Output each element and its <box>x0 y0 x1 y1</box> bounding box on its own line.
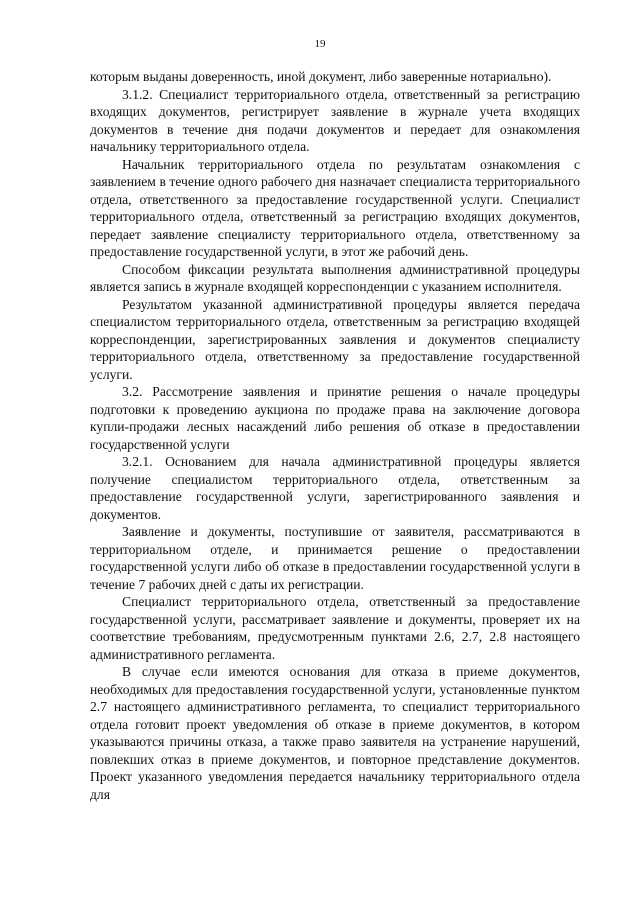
paragraph-10: В случае если имеются основания для отказа в приеме документов, необходимых для предоставления государственной услуги, установленные пунктом 2.7 настоящего административного регламента, то специалист территориального отдела готовит проект уведомления об отказе в приеме документов, в котором указываются причины отказа, а также право заявителя на устранение нарушений, повлекших отказ в приеме документов, и повторное представление документов. Проект указанного уведомления передается начальнику территориального отдела для <box>90 664 580 802</box>
paragraph-9: Специалист территориального отдела, ответственный за предоставление государственной услуги, рассматривает заявление и документы, проверяет их на соответствие требованиям, предусмотренным пунктами 2.6, 2.7, 2.8 настоящего административного регламента. <box>90 594 580 662</box>
document-body <box>90 68 580 803</box>
paragraph-6: 3.2. Рассмотрение заявления и принятие решения о начале процедуры подготовки к проведению аукциона по продаже права на заключение договора купли-продажи лесных насаждений либо решения об отказе в предоставлении государственной услуги <box>90 384 580 452</box>
paragraph-3: Начальник территориального отдела по результатам ознакомления с заявлением в течение одного рабочего дня назначает специалиста территориального отдела, ответственного за предоставление государственной услуги. Специалист территориального отдела, ответственный за регистрацию входящих документов, передает заявление специалисту территориального отдела, ответственному за предоставление государственной услуги, в этот же рабочий день. <box>90 156 580 259</box>
paragraph-5: Результатом указанной административной процедуры является передача специалистом территориального отдела, ответственным за регистрацию входящей корреспонденции, зарегистрированных заявления и документов специалисту территориального отдела, ответственному за предоставление государственной услуги. <box>90 296 580 382</box>
page-number: 19 <box>314 38 326 50</box>
paragraph-1: которым выданы доверенность, иной документ, либо заверенные нотариально). <box>90 69 552 84</box>
paragraph-4: Способом фиксации результата выполнения административной процедуры является запись в журнале входящей корреспонденции с указанием исполнителя. <box>90 261 580 294</box>
paragraph-7: 3.2.1. Основанием для начала административной процедуры является получение специалистом территориального отдела, ответственным за предоставление государственной услуги, зарегистрированного заявления и документов. <box>90 454 580 522</box>
paragraph-8: Заявление и документы, поступившие от заявителя, рассматриваются в территориальном отделе, и принимается решение о предоставлении государственной услуги либо об отказе в предоставлении государственной услуги в течение 7 рабочих дней с даты их регистрации. <box>90 524 580 592</box>
paragraph-2: 3.1.2. Специалист территориального отдела, ответственный за регистрацию входящих документов, регистрирует заявление в журнале учета входящих документов в течение дня подачи документов и передает для ознакомления начальнику территориального отдела. <box>90 86 580 154</box>
